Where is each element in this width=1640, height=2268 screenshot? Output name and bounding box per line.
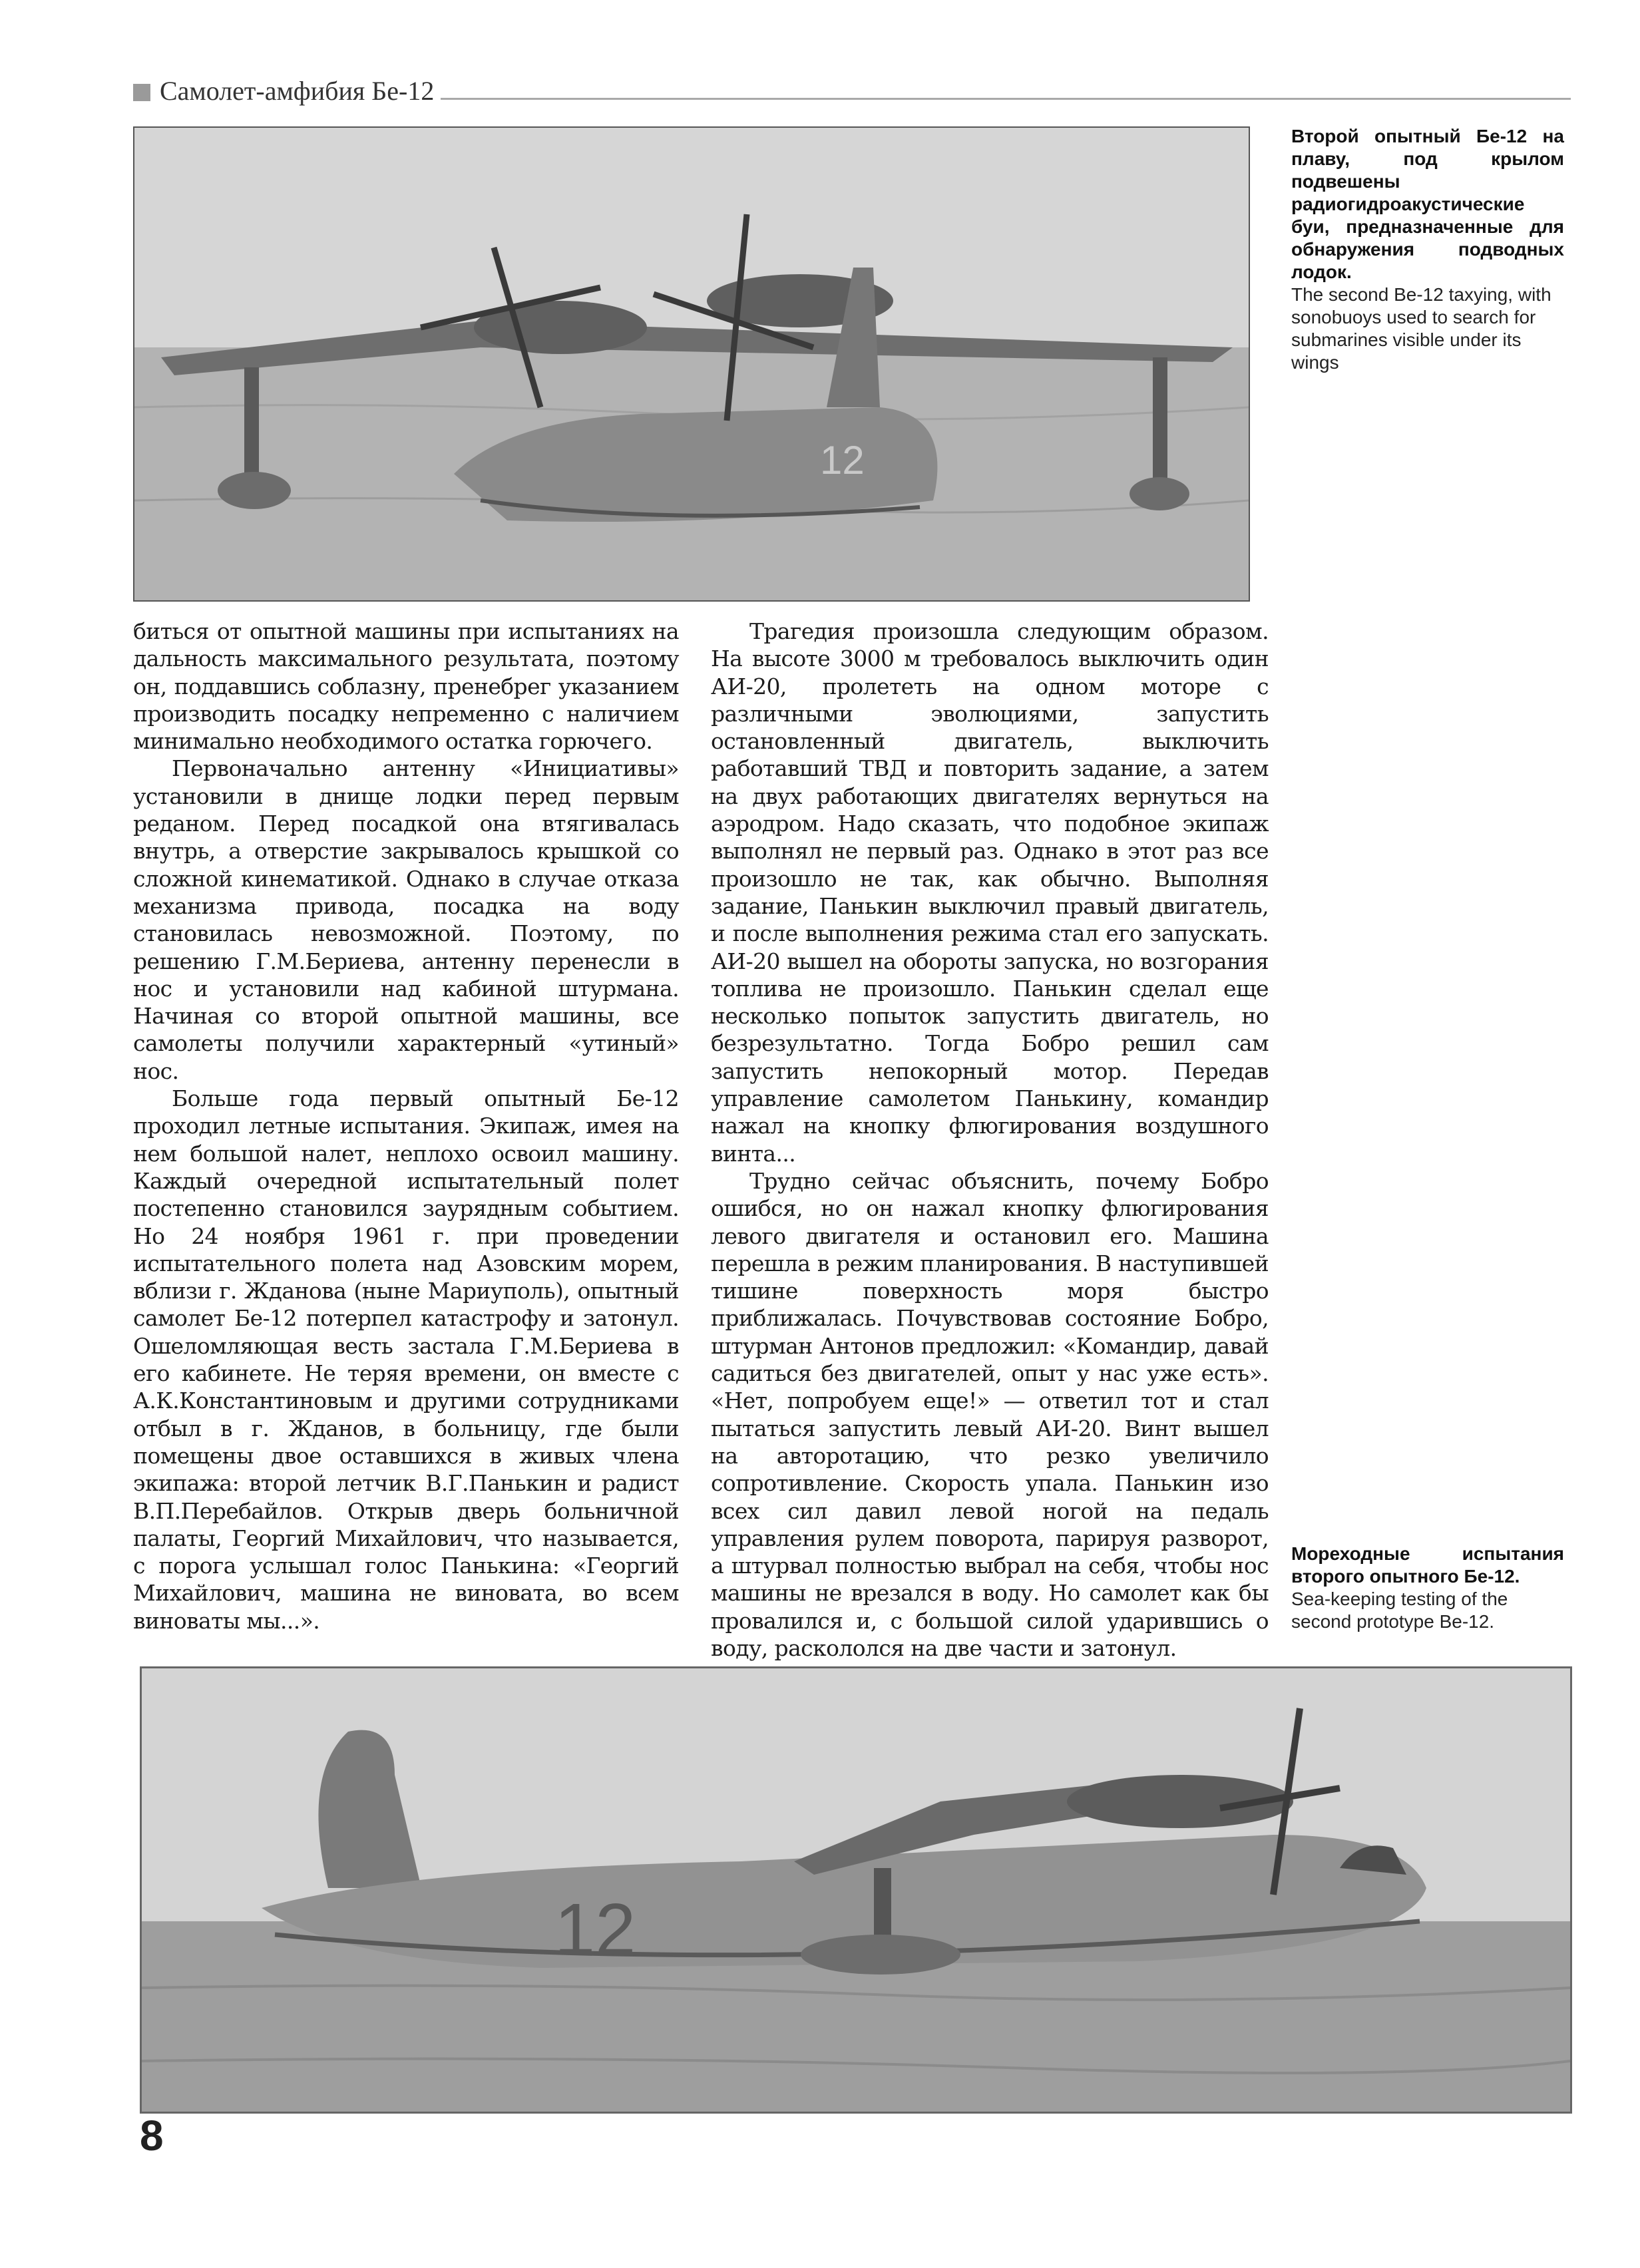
article-column-2 (711, 618, 1269, 1662)
top-photo (133, 126, 1250, 602)
top-photo-caption (1291, 125, 1564, 374)
top-aircraft-number: 12 (820, 438, 865, 482)
paragraph: биться от опытной машины при испытаниях на дальность максимального результата, поэтому он, поддавшись соблазну, пренебрег указанием производить посадку непременно с наличием минимально необходимого остатка горючего. (133, 618, 679, 755)
bottom-photo-caption (1291, 1543, 1564, 1633)
paragraph: Трагедия произошла следующим образом. На высоте 3000 м требовалось выключить один АИ-20, пролететь на одном моторе с различными эволюциями, запустить остановленный двигатель, выключить работавший ТВД и повторить задание, а затем на двух работающих двигателях вернуться на аэродром. Надо сказать, что подобное экипаж выполнял не первый раз. Однако в этот раз все произошло не так, как обычно. Выполняя задание, Панькин выключил правый двигатель, и после выполнения режима стал его запускать. АИ-20 вышел на обороты запуска, но возгорания топлива не произошло. Панькин сделал еще несколько попыток запустить двигатель, но безрезультатно. Тогда Бобро решил сам запустить непокорный мотор. Передав управление самолетом Панькину, командир нажал на кнопку флюгирования воздушного винта... (711, 618, 1269, 1167)
header-title: Самолет-амфибия Бе-12 (160, 76, 435, 106)
header-rule (441, 98, 1571, 100)
bottom-aircraft-number: 12 (554, 1889, 636, 1971)
top-photo-illustration (134, 128, 1249, 600)
running-header (133, 73, 1571, 106)
paragraph: Трудно сейчас объяснить, почему Бобро ошибся, но он нажал кнопку флюгирования левого двигателя и остановил его. Машина перешла в режим планирования. В наступившей тишине поверхность моря быстро приближалась. Почувствовав состояние Бобро, штурман Антонов предложил: «Командир, давай садиться без двигателей, опыт у нас уже есть». «Нет, попробуем еще!» — ответил тот и стал пытаться запустить левый АИ-20. Винт вышел на авторотацию, что резко увеличило сопротивление. Скорость упала. Панькин изо всех сил давил левой ногой на педаль управления рулем поворота, парируя разворот, а штурвал полностью выбрал на себя, чтобы нос машины не врезался в воду. Но самолет как бы провалился и, с большой силой ударившись о воду, раскололся на две части и затонул. (711, 1167, 1269, 1661)
bottom-caption-en: Sea-keeping testing of the second prototype Be-12. (1291, 1589, 1508, 1632)
header-square-marker (133, 84, 150, 101)
bottom-caption-ru: Мореходные испытания второго опытного Бе-12. (1291, 1543, 1564, 1587)
bottom-photo (140, 1666, 1572, 2114)
bottom-photo-illustration (142, 1668, 1570, 2112)
article-column-1 (133, 618, 679, 1634)
top-caption-ru: Второй опытный Бе-12 на плаву, под крылом подвешены радиогидроакустические буи, предназначенные для обнаружения подводных лодок. (1291, 126, 1564, 282)
page-number: 8 (140, 2112, 164, 2160)
paragraph: Первоначально антенну «Инициативы» установили в днище лодки перед первым реданом. Перед посадкой она втягивалась внутрь, а отверстие закрывалось крышкой со сложной кинематикой. Однако в случае отказа механизма привода, посадка на воду становилась невозможной. Поэтому, по решению Г.М.Бериева, антенну перенесли в нос и установили над кабиной штурмана. Начиная со второй опытной машины, все самолеты получили характерный «утиный» нос. (133, 755, 679, 1084)
top-caption-en: The second Be-12 taxying, with sonobuoys used to search for submarines visible under its wings (1291, 284, 1551, 373)
paragraph: Больше года первый опытный Бе-12 проходил летные испытания. Экипаж, имея на нем большой налет, неплохо освоил машину. Каждый очередной испытательный полет постепенно становился заурядным событием. Но 24 ноября 1961 г. при проведении испытательного полета над Азовским морем, вблизи г. Жданова (ныне Мариуполь), опытный самолет Бе-12 потерпел катастрофу и затонул. Ошеломляющая весть застала Г.М.Бериева в его кабинете. Не теряя времени, он вместе с А.К.Константиновым и другими сотрудниками отбыл в г. Жданов, в больницу, где были помещены двое оставшихся в живых члена экипажа: второй летчик В.Г.Панькин и радист В.П.Перебайлов. Открыв дверь больничной палаты, Георгий Михайлович, что называется, с порога услышал голос Панькина: «Георгий Михайлович, машина не виновата, во всем виноваты мы...». (133, 1085, 679, 1634)
